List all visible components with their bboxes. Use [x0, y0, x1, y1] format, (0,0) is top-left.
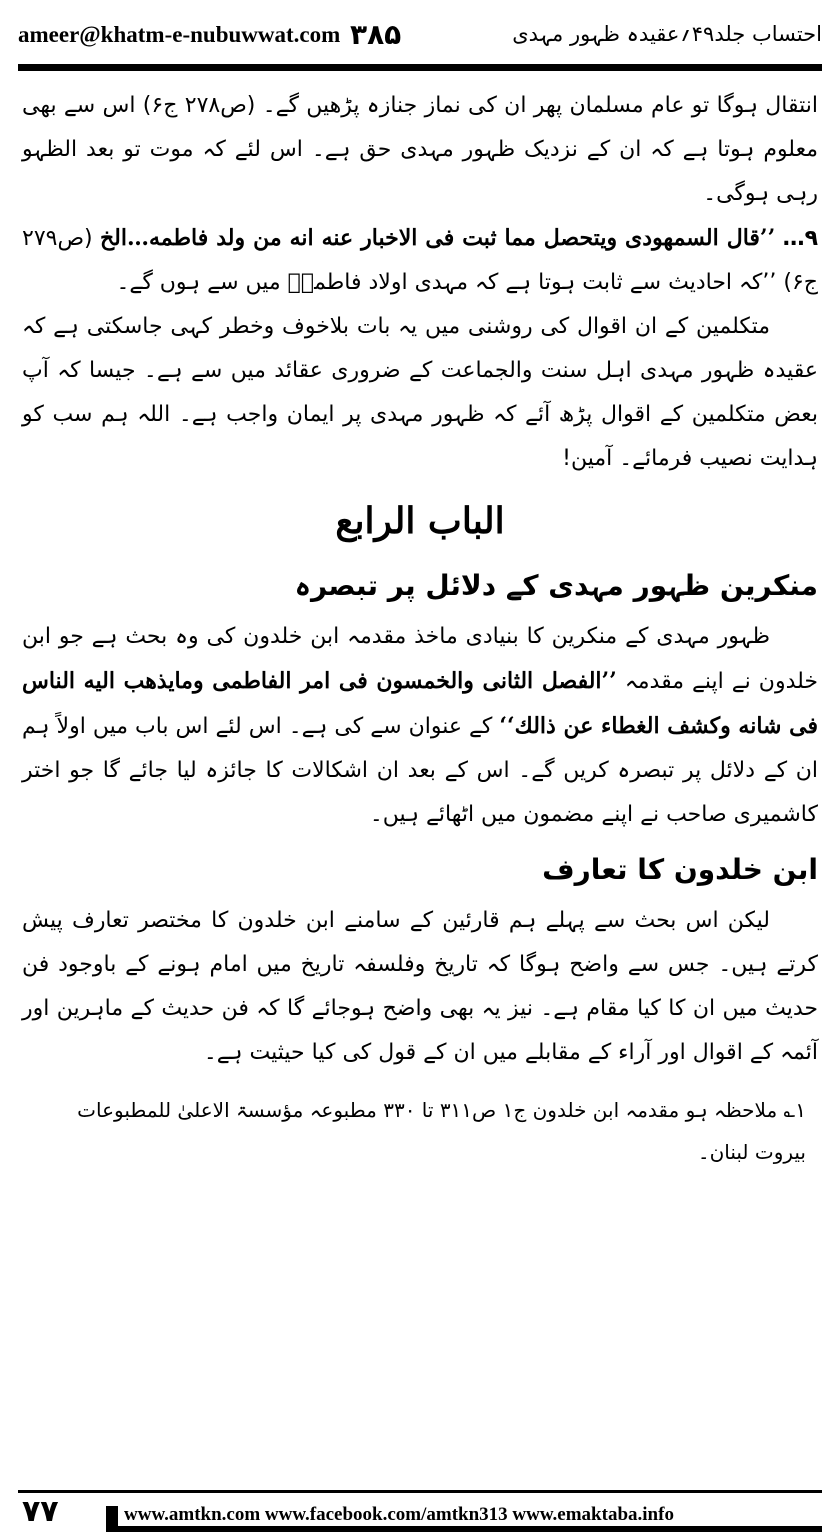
footer-rule: [18, 1490, 822, 1493]
footer-links: www.amtkn.com www.facebook.com/amtkn313 www.emaktaba.info: [118, 1504, 822, 1526]
section-heading-1: منکرین ظہور مہدی کے دلائل پر تبصرہ: [294, 569, 818, 602]
header-page-number: ۳۸۵: [350, 18, 402, 51]
page-body: [22, 84, 818, 1173]
chapter-title: الباب الرابع: [335, 500, 505, 542]
item-9: [22, 216, 818, 305]
header-email: ameer@khatm-e-nubuwwat.com: [18, 22, 341, 47]
paragraph-3-arabic-title: ’’الفصل الثانی والخمسون فی امر الفاطمی ومایذهب الیه الناس فی شانه وکشف الغطاء عن ذالك‘‘: [22, 668, 818, 739]
paragraph-1: انتقال ہوگا تو عام مسلمان پھر ان کی نماز جنازہ پڑھیں گے۔ (ص۲۷۸ ج۶) اس سے بھی معلوم ہوتا ہے کہ ان کے نزدیک ظہور مہدی حق ہے۔ اس لئے کہ موت تو بعد الظہو رہی ہوگی۔: [22, 93, 818, 206]
page-header: [18, 18, 822, 62]
item-9-number: ۹…: [782, 226, 819, 251]
item-9-urdu: ’’کہ احادیث سے ثابت ہوتا ہے کہ مہدی اولاد فاطمہؓ میں سے ہوں گے۔: [116, 270, 777, 295]
paragraph-3-start: ظہور مہدی کے منکرین کا بنیادی ماخذ مقدمہ ابن خلدون کی وہ بحث ہے جو ابن خلدون نے اپنے مقدمہ: [22, 624, 818, 694]
item-9-arabic-quote: ’’قال السمهودی ویتحصل مما ثبت فی الاخبار عنه انه من ولد فاطمه…الخ: [99, 225, 776, 251]
paragraph-3-end: کے عنوان سے کی ہے۔ اس لئے اس باب میں اولاً ہم ان کے دلائل پر تبصرہ کریں گے۔ اس کے بعد ان اشکالات کا جائزہ لیا جائے گا جو اختر کاشمیری صاحب نے اپنے مضمون میں اٹھائے ہیں۔: [22, 714, 818, 827]
paragraph-4: لیکن اس بحث سے پہلے ہم قارئین کے سامنے ابن خلدون کا مختصر تعارف پیش کرتے ہیں۔ جس سے واضح ہوگا کہ تاریخ وفلسفہ تاریخ میں امام ہونے کے باوجود فن حدیث میں ان کا کیا مقام ہے۔ نیز یہ بھی واضح ہوجائے گا کہ فن حدیث کے ماہرین اور آئمہ کے اقوال اور آراء کے مقابلے میں ان کے قول کی کیا حیثیت ہے۔: [22, 908, 818, 1065]
header-rule: [18, 64, 822, 71]
item-9-reference: (ص۲۷۹ ج۶): [22, 226, 818, 295]
paragraph-3: [22, 615, 818, 837]
paragraph-2: متکلمین کے ان اقوال کی روشنی میں یہ بات بلاخوف وخطر کہی جاسکتی ہے کہ عقیدہ ظہور مہدی اہل سنت والجماعت کے ضروری عقائد میں سے ہے۔ جیسا کہ آپ بعض متکلمین کے اقوال پڑھ آئے کہ ظہور مہدی پر ایمان واجب ہے۔ اللہ ہم سب کو ہدایت نصیب فرمائے۔ آمین!: [22, 314, 818, 471]
header-title: احتساب جلد۴۹؍عقیدہ ظہور مہدی: [512, 22, 822, 46]
section-heading-2: ابن خلدون کا تعارف: [542, 853, 818, 886]
footer-mark: ۷۷: [22, 1494, 59, 1529]
footnote: ۱؎ ملاحظہ ہو مقدمہ ابن خلدون ج۱ ص۳۱۱ تا ۳۳۰ مطبوعہ مؤسسۃ الاعلیٰ للمطبوعات بیروت لبنان۔: [77, 1098, 806, 1164]
page-footer: [18, 1490, 822, 1530]
